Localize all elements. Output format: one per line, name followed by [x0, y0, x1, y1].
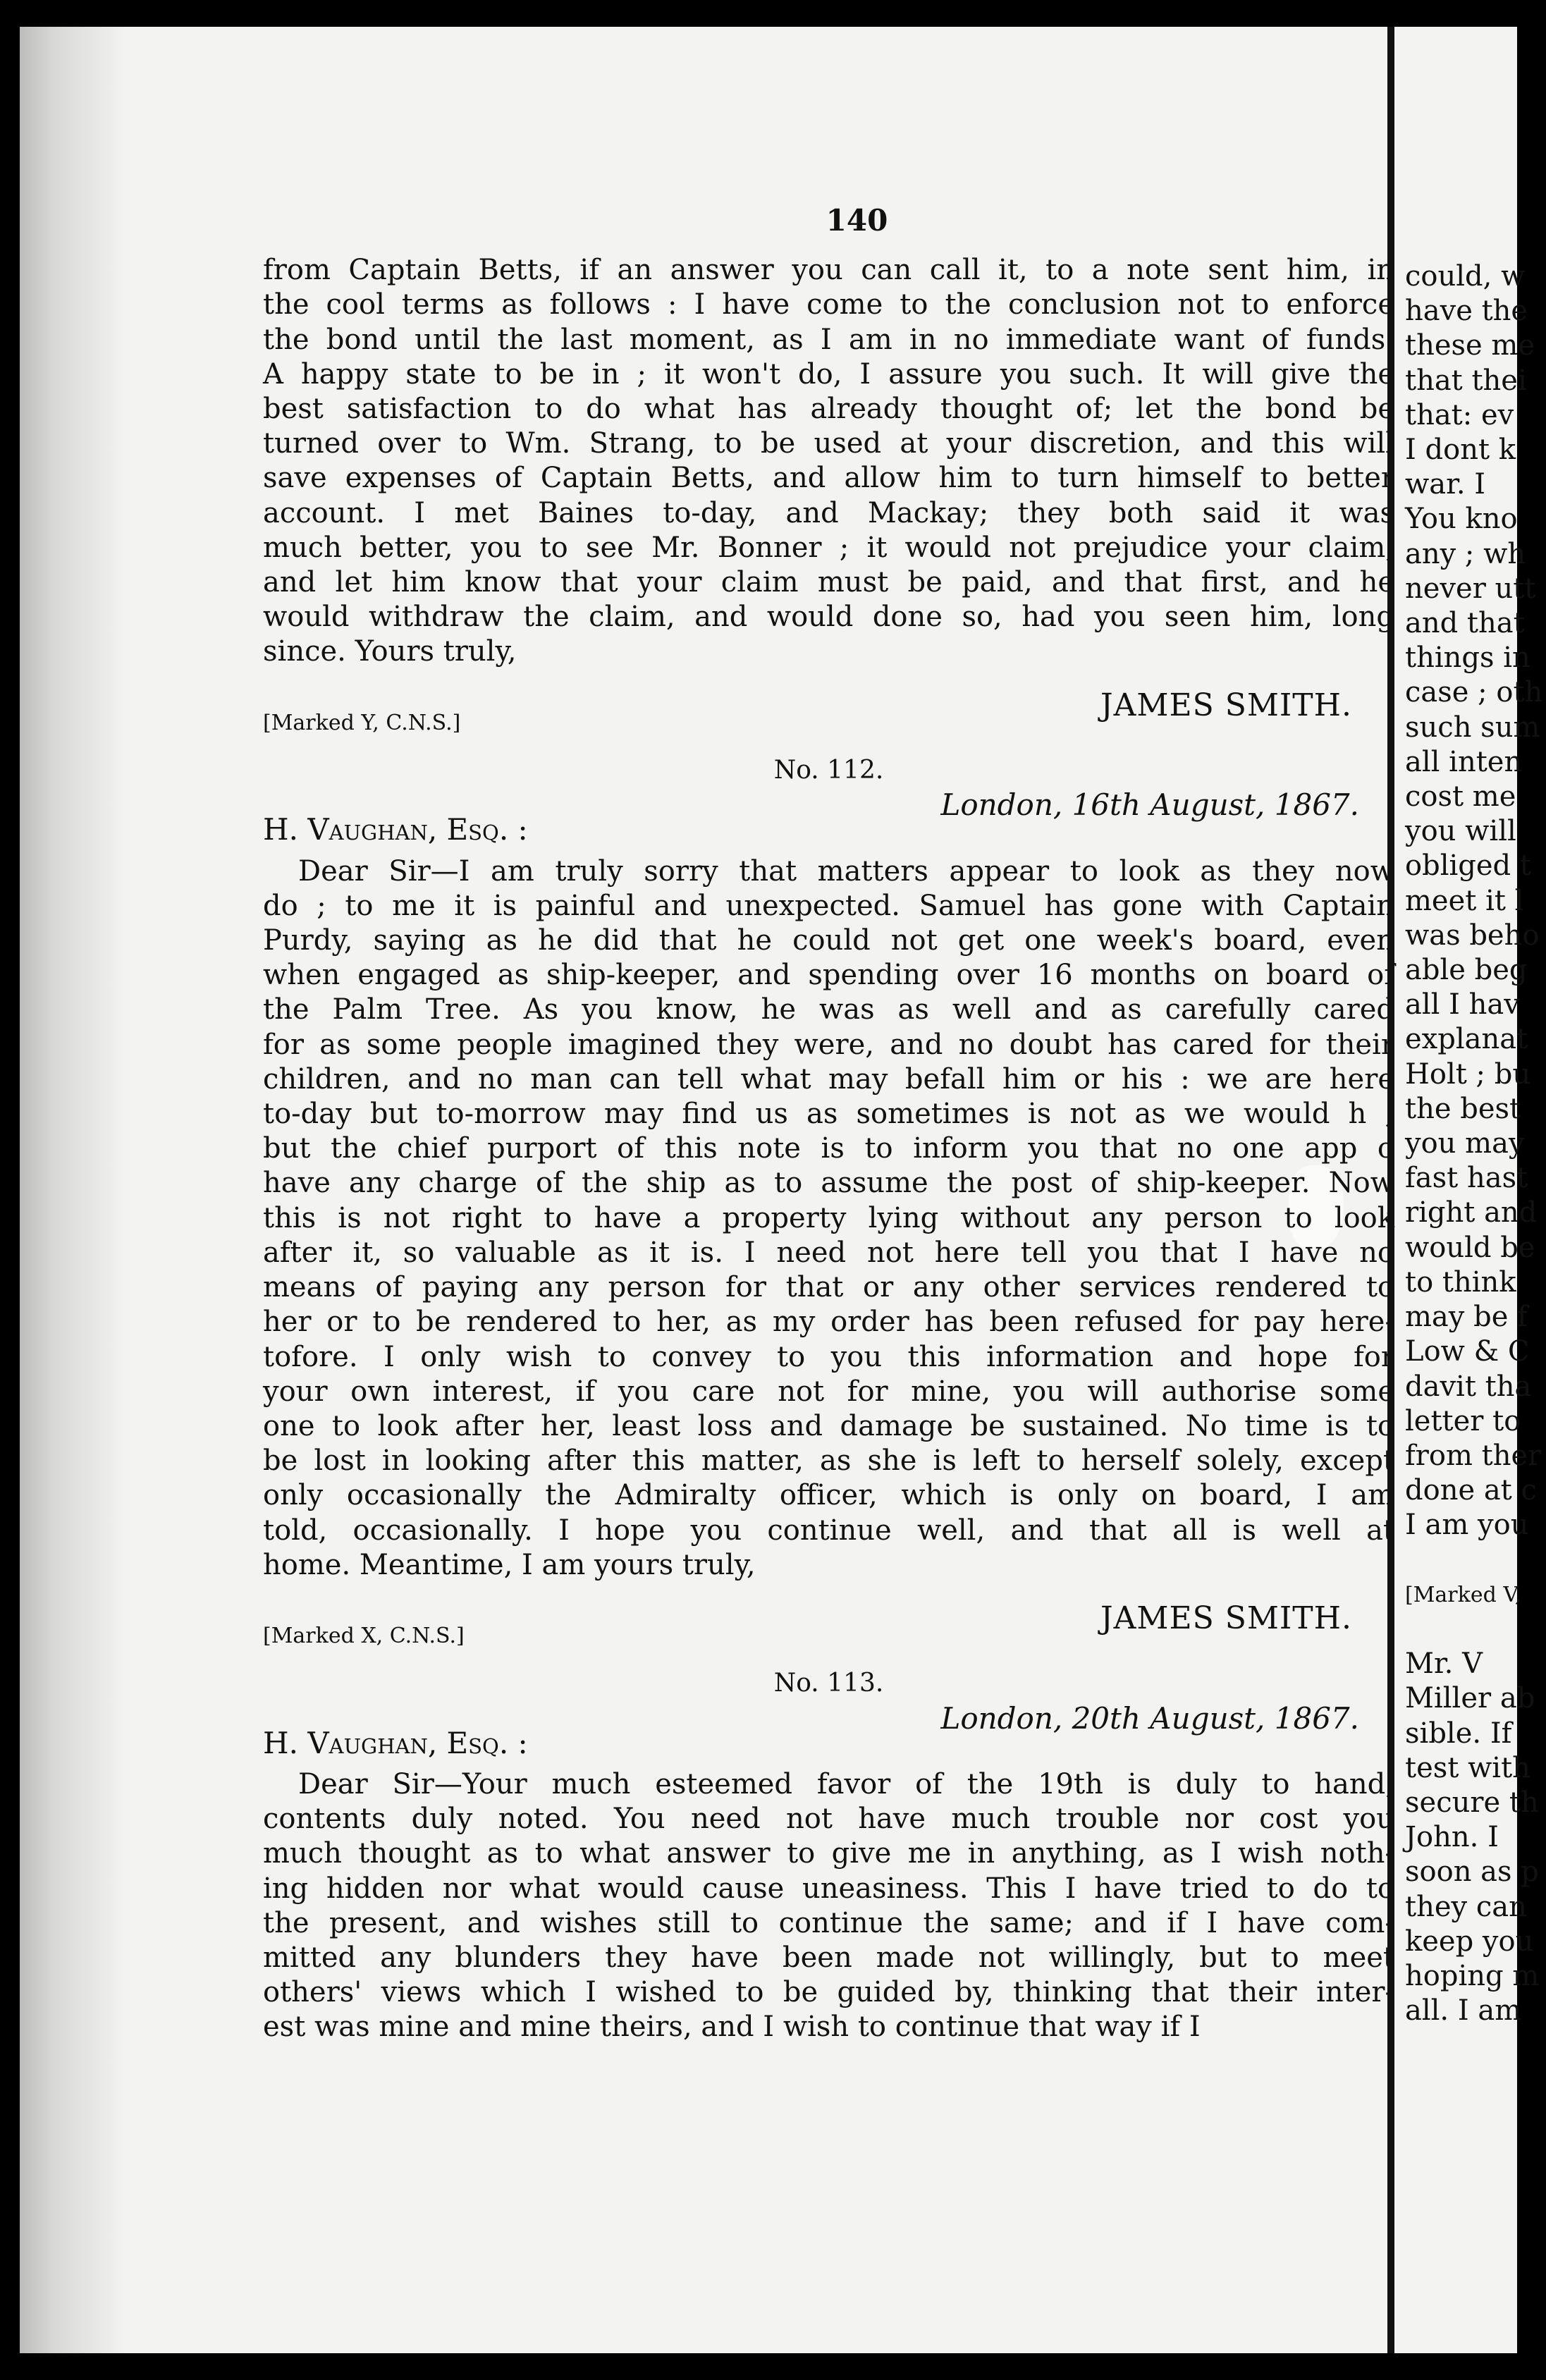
letter-111-signature: JAMES SMITH. [1100, 687, 1352, 723]
adjacent-text-fragment: Mr. V [1405, 1648, 1483, 1681]
letter-113-number: No. 113. [773, 1669, 884, 1698]
adjacent-text-fragment: to think [1405, 1265, 1516, 1299]
text-line: Dear Sir—I am truly sorry that matters appear to look as they now [298, 854, 1394, 888]
letter-112-marked-note: [Marked X, C.N.S.] [263, 1624, 465, 1649]
text-line: be lost in looking after this matter, as she is left to herself solely, except [263, 1444, 1394, 1478]
text-line: A happy state to be in ; it won't do, I assure you such. It will give the [263, 357, 1394, 391]
letter-112-signature: JAMES SMITH. [1100, 1600, 1352, 1636]
text-line: tofore. I only wish to convey to you this information and hope for [263, 1340, 1394, 1373]
adjacent-text-fragment: [Marked V, [1405, 1582, 1522, 1607]
adjacent-text-fragment: things in [1405, 642, 1530, 675]
text-line: much thought as to what answer to give me in anything, as I wish noth- [263, 1837, 1394, 1870]
adjacent-text-fragment: keep you [1405, 1925, 1534, 1958]
text-line: the present, and wishes still to continue the same; and if I have com- [263, 1906, 1394, 1939]
text-line: turned over to Wm. Strang, to be used at your discretion, and this will [263, 427, 1394, 460]
text-line: from Captain Betts, if an answer you can call it, to a note sent him, in [263, 254, 1394, 287]
adjacent-text-fragment: was beho [1405, 919, 1540, 952]
text-line: but the chief purport of this note is to inform you that no one app o [263, 1132, 1394, 1165]
adjacent-text-fragment: Holt ; bu [1405, 1057, 1531, 1091]
adjacent-text-fragment: case ; oth [1405, 676, 1543, 709]
adjacent-text-fragment: explanat [1405, 1023, 1528, 1056]
text-line: save expenses of Captain Betts, and allow him to turn himself to better [263, 462, 1394, 495]
adjacent-text-fragment: these me [1405, 329, 1535, 362]
adjacent-text-fragment: I am you [1405, 1509, 1529, 1542]
text-line: best satisfaction to do what has already thought of; let the bond be [263, 393, 1394, 426]
adjacent-text-fragment: they can [1405, 1890, 1527, 1923]
text-line: mitted any blunders they have been made not willingly, but to meet [263, 1941, 1394, 1974]
text-line: the bond until the last moment, as I am in no immediate want of funds. [263, 323, 1394, 356]
adjacent-text-fragment: right and [1405, 1196, 1538, 1229]
adjacent-text-fragment: davit tha [1405, 1370, 1532, 1403]
text-line: est was mine and mine theirs, and I wish to continue that way if I [263, 2011, 1201, 2044]
adjacent-text-fragment: any ; wh [1405, 537, 1526, 570]
adjacent-text-fragment: sible. If [1405, 1717, 1512, 1750]
adjacent-text-fragment: you will [1405, 815, 1516, 848]
adjacent-text-fragment: You kno [1405, 503, 1518, 536]
adjacent-text-fragment: I dont k [1405, 434, 1516, 467]
scanned-page [20, 27, 1543, 2353]
adjacent-text-fragment: secure th [1405, 1786, 1539, 1819]
text-line: when engaged as ship-keeper, and spending over 16 months on board of [263, 959, 1394, 992]
text-line: after it, so valuable as it is. I need not here tell you that I have no [263, 1236, 1394, 1269]
adjacent-text-fragment: able beg [1405, 954, 1528, 987]
text-line: her or to be rendered to her, as my order has been refused for pay here- [263, 1306, 1394, 1339]
adjacent-text-fragment: that thei [1405, 364, 1527, 397]
adjacent-text-fragment: have the [1405, 295, 1528, 328]
text-line: would withdraw the claim, and would done so, had you seen him, long [263, 601, 1394, 634]
adjacent-text-fragment: never utt [1405, 572, 1536, 605]
text-line: Dear Sir—Your much esteemed favor of the 19th is duly to hand, [298, 1767, 1394, 1801]
letter-112-body [263, 854, 1394, 1583]
adjacent-text-fragment: could, w [1405, 260, 1526, 293]
text-line: children, and no man can tell what may befall him or his : we are here [263, 1062, 1394, 1096]
page-number: 140 [826, 203, 888, 238]
text-line: do ; to me it is painful and unexpected. Samuel has gone with Captain [263, 889, 1394, 922]
adjacent-text-fragment: you may [1405, 1127, 1525, 1160]
text-line: home. Meantime, I am yours truly, [263, 1548, 756, 1581]
letter-113-addressee: H. Vaughan, Esq. : [263, 1725, 528, 1760]
adjacent-text-fragment: from ther [1405, 1439, 1542, 1472]
adjacent-text-fragment: done at c [1405, 1474, 1537, 1507]
text-line: this is not right to have a property lying without any person to look [263, 1201, 1394, 1234]
adjacent-text-fragment: all inten [1405, 745, 1523, 778]
text-line: and let him know that your claim must be paid, and that first, and he [263, 566, 1394, 599]
text-line: contents duly noted. You need not have much trouble nor cost you [263, 1803, 1394, 1836]
text-line: told, occasionally. I hope you continue well, and that all is well at [263, 1514, 1394, 1547]
adjacent-text-fragment: war. I [1405, 468, 1486, 501]
text-line: means of paying any person for that or any other services rendered to [263, 1271, 1394, 1304]
text-line: Purdy, saying as he did that he could not get one week's board, even [263, 924, 1394, 957]
text-line: much better, you to see Mr. Bonner ; it would not prejudice your claim, [263, 531, 1394, 564]
adjacent-text-fragment [1405, 1612, 1546, 1647]
text-line: ing hidden nor what would cause uneasiness. This I have tried to do to [263, 1872, 1394, 1905]
adjacent-text-fragment: test with [1405, 1751, 1530, 1784]
text-line: one to look after her, least loss and damage be sustained. No time is to [263, 1409, 1394, 1442]
adjacent-text-fragment: all I hav [1405, 988, 1520, 1022]
adjacent-text-fragment: cost me [1405, 780, 1516, 814]
text-line: to-day but to-morrow may find us as sometimes is not as we would h ; [263, 1098, 1394, 1131]
adjacent-text-fragment: letter to [1405, 1404, 1521, 1437]
letter-111-marked-note: [Marked Y, C.N.S.] [263, 710, 461, 735]
adjacent-text-fragment: hoping m [1405, 1959, 1540, 1992]
adjacent-text-fragment: and that [1405, 607, 1525, 640]
text-line: the Palm Tree. As you know, he was as well and as carefully cared [263, 993, 1394, 1026]
letter-113-dateline: London, 20th August, 1867. [940, 1700, 1359, 1736]
adjacent-text-fragment: soon as p [1405, 1855, 1539, 1889]
letter-113-body [263, 1767, 1394, 2045]
adjacent-text-fragment: that: ev [1405, 398, 1514, 431]
adjacent-text-fragment: Low & C [1405, 1335, 1530, 1368]
adjacent-text-fragment: meet it l [1405, 884, 1524, 917]
adjacent-text-fragment [1405, 1543, 1546, 1578]
adjacent-text-fragment: John. I [1405, 1821, 1499, 1854]
letter-112-number: No. 112. [773, 756, 884, 785]
text-line: have any charge of the ship as to assume the post of ship-keeper. Now [263, 1167, 1394, 1200]
letter-112-dateline: London, 16th August, 1867. [940, 787, 1359, 823]
text-line: since. Yours truly, [263, 635, 517, 668]
adjacent-text-fragment: all. I am [1405, 1994, 1522, 2028]
letter-111-body [263, 253, 1394, 669]
adjacent-text-fragment: fast hast [1405, 1162, 1528, 1195]
text-line: account. I met Baines to-day, and Mackay; they both said it was [263, 496, 1394, 529]
adjacent-text-fragment: may be f [1405, 1301, 1528, 1334]
adjacent-text-fragment: Miller ab [1405, 1682, 1535, 1715]
text-line: for as some people imagined they were, and no doubt has cared for their [263, 1028, 1394, 1061]
adjacent-text-fragment: would be [1405, 1231, 1535, 1264]
page-binding-shadow [20, 27, 125, 2353]
text-line: the cool terms as follows : I have come to the conclusion not to enforce [263, 288, 1394, 321]
main-text-column [263, 203, 1394, 2045]
text-line: only occasionally the Admiralty officer, which is only on board, I am [263, 1479, 1394, 1512]
adjacent-text-fragment: such sum [1405, 711, 1540, 744]
text-line: your own interest, if you care not for mine, you will authorise some [263, 1375, 1394, 1408]
letter-112-addressee: H. Vaughan, Esq. : [263, 812, 528, 847]
adjacent-page-column [1405, 259, 1546, 2028]
text-line: others' views which I wished to be guided by, thinking that their inter- [263, 1976, 1394, 2009]
adjacent-text-fragment: the best [1405, 1092, 1521, 1125]
adjacent-text-fragment: obliged t [1405, 849, 1531, 883]
